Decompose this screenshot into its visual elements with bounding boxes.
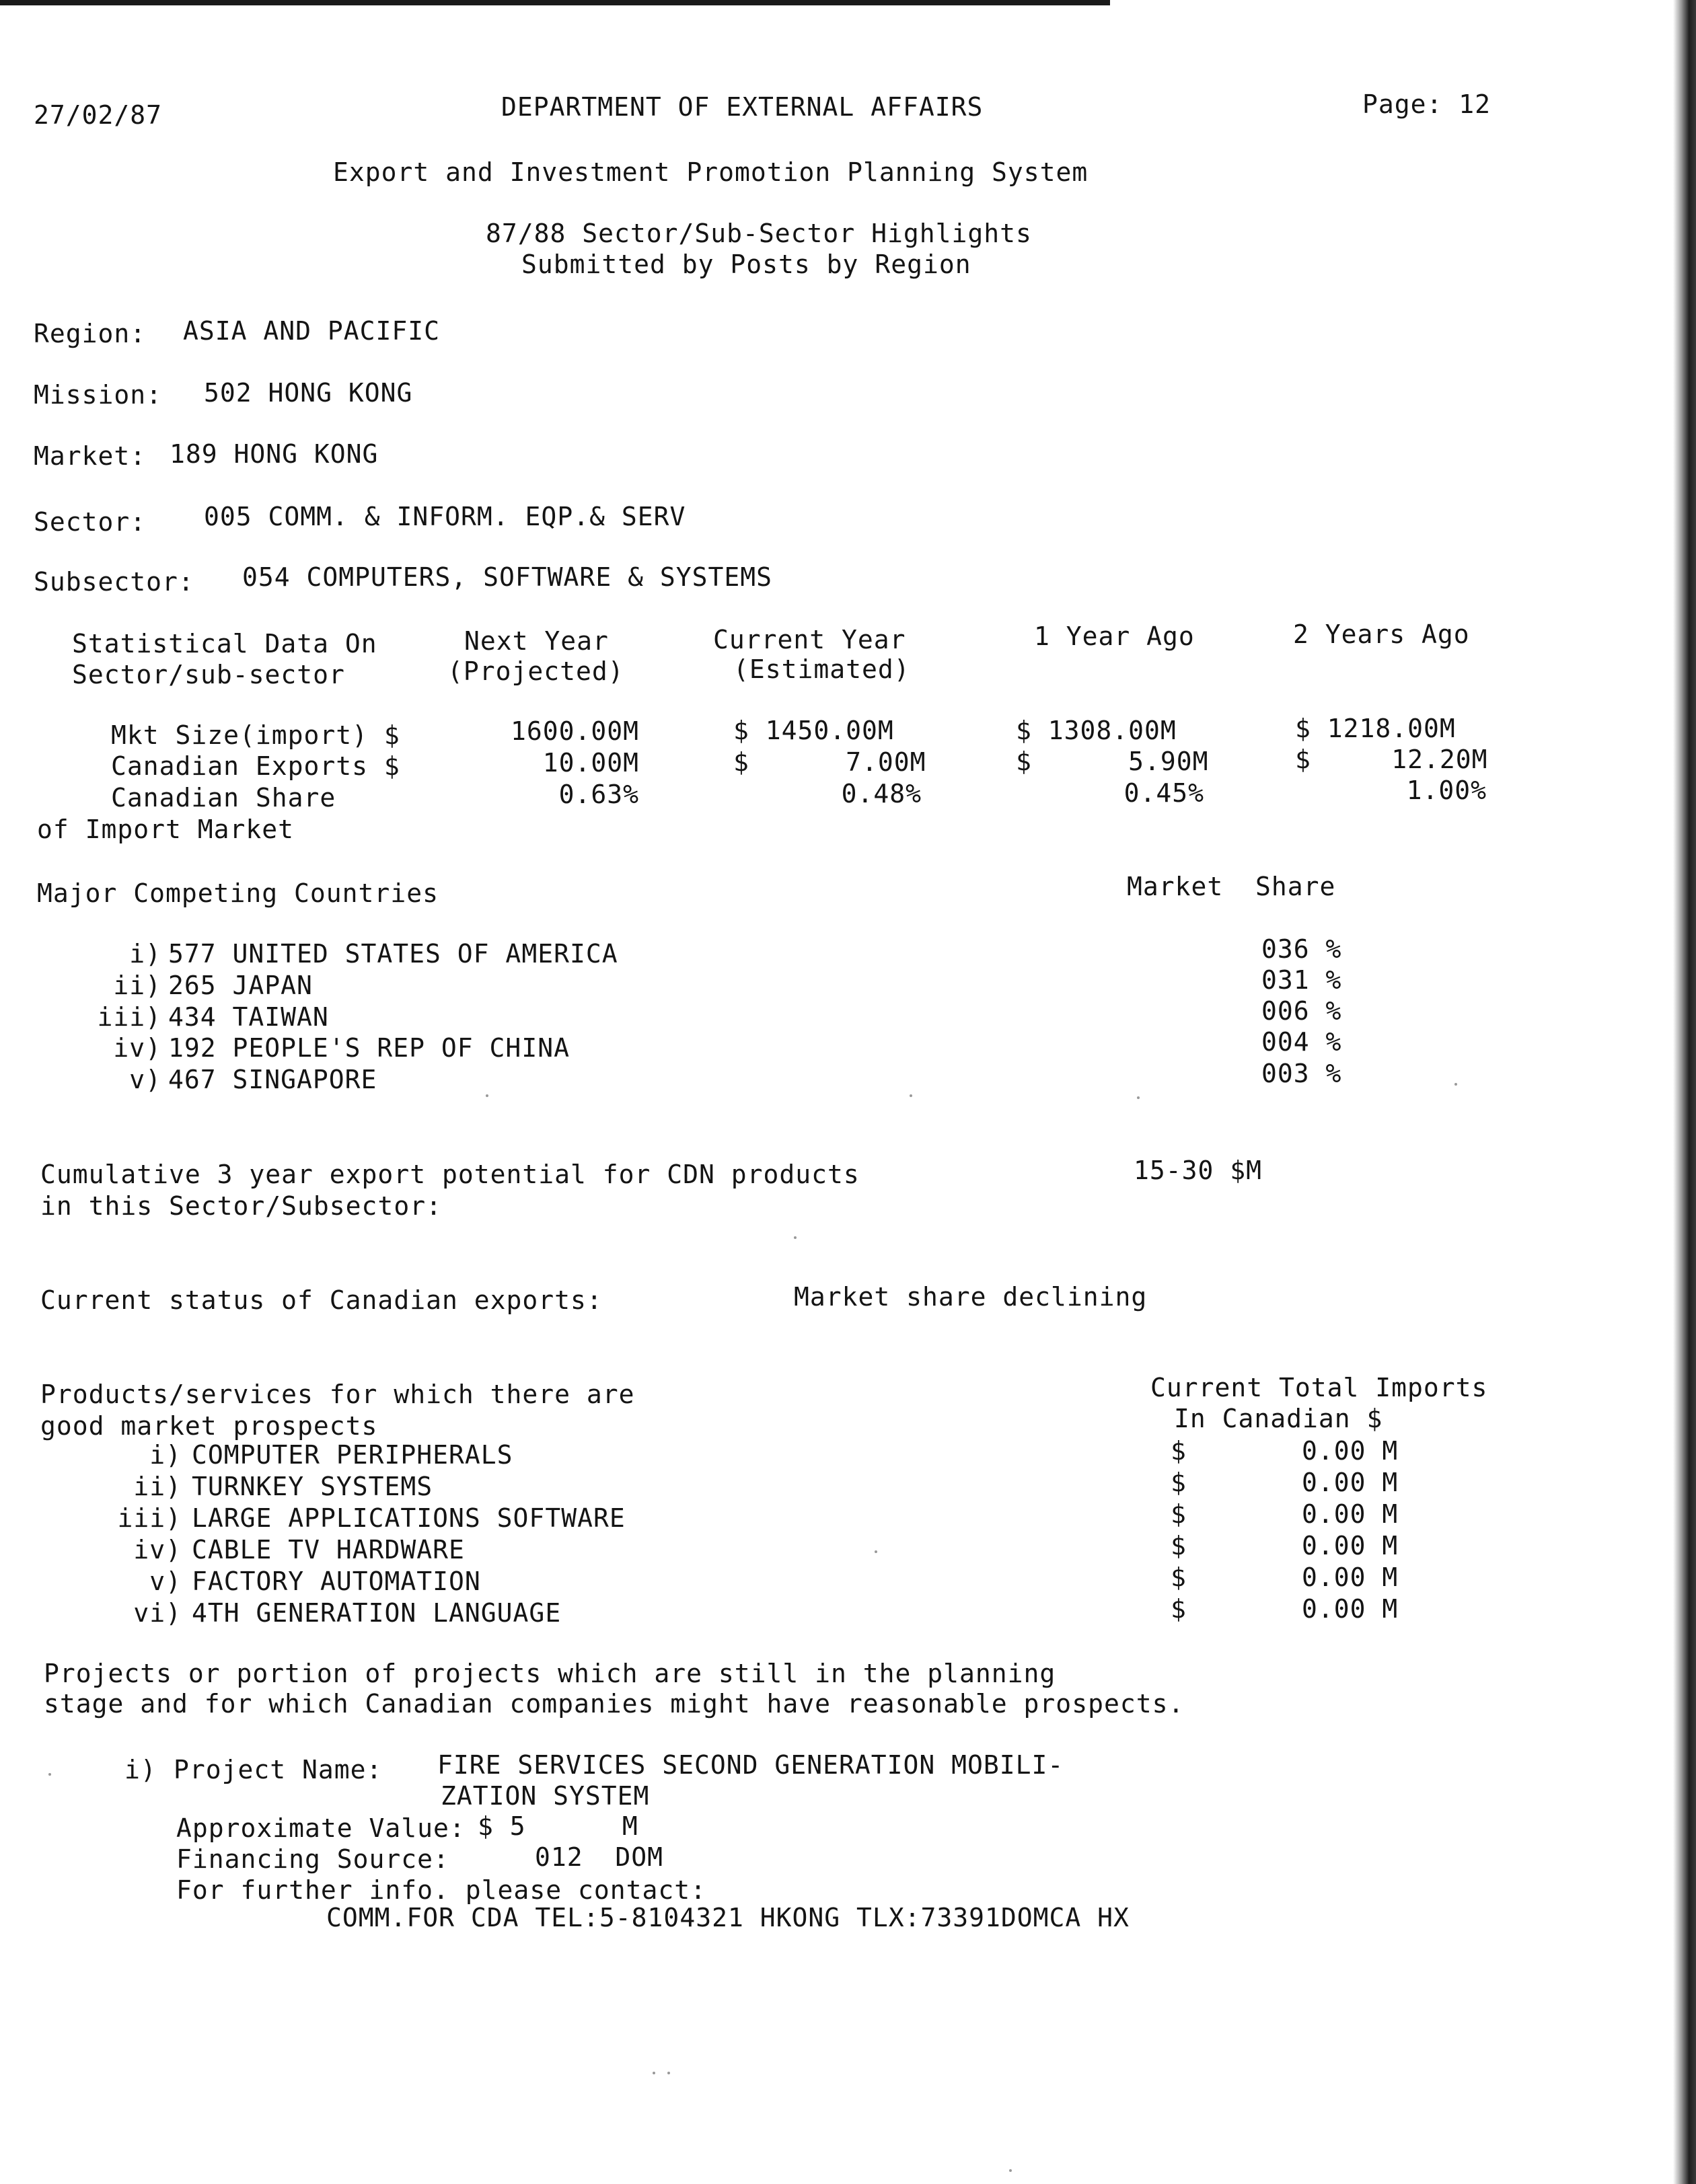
competitor-country: 467 SINGAPORE: [168, 1065, 377, 1094]
product-name: COMPUTER PERIPHERALS: [192, 1440, 513, 1470]
col-current-year: Current Year: [713, 625, 906, 654]
row-label-mkt-size: Mkt Size(import) $: [111, 720, 400, 750]
competitor-share: 036 %: [1261, 934, 1342, 964]
exports-current-year: $ 7.00M: [733, 747, 926, 777]
product-name: TURNKEY SYSTEMS: [192, 1472, 433, 1501]
mkt-size-1-year-ago: $ 1308.00M: [1016, 716, 1177, 745]
export-status-label: Current status of Canadian exports:: [40, 1285, 603, 1315]
product-currency: $: [1171, 1531, 1187, 1560]
scan-speck: [1137, 1096, 1140, 1099]
competitor-num: v): [129, 1065, 161, 1094]
scan-speck: [875, 1550, 877, 1553]
product-name: CABLE TV HARDWARE: [192, 1535, 465, 1565]
financing-source-value: 012 DOM: [535, 1842, 664, 1872]
exports-1-year-ago: $ 5.90M: [1016, 747, 1209, 776]
competitor-share: 003 %: [1261, 1059, 1342, 1088]
scan-speck: [48, 1773, 51, 1776]
scan-speck: [794, 1236, 797, 1239]
sector-value: 005 COMM. & INFORM. EQP.& SERV: [204, 502, 686, 531]
stats-heading-2: Sector/sub-sector: [72, 660, 345, 689]
share-current-year: 0.48%: [841, 779, 922, 808]
product-amount: 0.00 M: [1302, 1436, 1399, 1466]
product-currency: $: [1171, 1562, 1187, 1592]
product-amount: 0.00 M: [1302, 1594, 1399, 1624]
department-name: DEPARTMENT OF EXTERNAL AFFAIRS: [501, 92, 984, 122]
product-num: vi): [133, 1598, 182, 1628]
col-2-years-ago: 2 Years Ago: [1293, 619, 1470, 649]
export-potential-line-2: in this Sector/Subsector:: [40, 1191, 442, 1221]
project-name-line-2: ZATION SYSTEM: [441, 1781, 650, 1811]
scan-speck: [1009, 2169, 1012, 2172]
share-1-year-ago: 0.45%: [1123, 778, 1204, 808]
competitor-country: 192 PEOPLE'S REP OF CHINA: [168, 1033, 570, 1063]
financing-source-label: Financing Source:: [176, 1844, 449, 1874]
imports-header-1: Current Total Imports: [1150, 1373, 1488, 1402]
export-potential-value: 15-30 $M: [1134, 1156, 1263, 1185]
product-amount: 0.00 M: [1302, 1562, 1399, 1592]
market-value: 189 HONG KONG: [170, 439, 379, 469]
market-label: Market:: [34, 441, 147, 471]
scan-speck: [910, 1094, 912, 1097]
product-name: FACTORY AUTOMATION: [192, 1567, 481, 1596]
scan-speck: [1454, 1083, 1457, 1086]
product-amount: 0.00 M: [1302, 1468, 1399, 1497]
contact-details: COMM.FOR CDA TEL:5-8104321 HKONG TLX:73391DOMCA HX: [326, 1903, 1130, 1932]
scan-speck: [486, 1094, 488, 1097]
projects-intro-2: stage and for which Canadian companies might have reasonable prospects.: [44, 1689, 1185, 1719]
mkt-size-2-years-ago: $ 1218.00M: [1295, 714, 1456, 743]
exports-2-years-ago: $ 12.20M: [1295, 745, 1488, 774]
share-next-year: 0.63%: [558, 780, 639, 809]
product-currency: $: [1171, 1436, 1187, 1466]
project-name-label: Project Name:: [174, 1755, 383, 1784]
approx-value-label: Approximate Value:: [176, 1813, 466, 1843]
scan-speck: [667, 2072, 670, 2074]
page-number: Page: 12: [1362, 89, 1491, 119]
imports-header-2: In Canadian $: [1174, 1404, 1383, 1433]
col-current-year-sub: (Estimated): [733, 654, 910, 684]
report-date: 27/02/87: [34, 100, 163, 130]
col-next-year: Next Year: [464, 626, 609, 656]
product-num: ii): [133, 1472, 182, 1501]
competitor-num: i): [129, 939, 161, 969]
region-value: ASIA AND PACIFIC: [183, 316, 441, 346]
competitor-num: ii): [113, 971, 161, 1000]
contact-label: For further info. please contact:: [176, 1875, 706, 1905]
market-share-header: Market Share: [1127, 872, 1336, 901]
product-name: 4TH GENERATION LANGUAGE: [192, 1598, 562, 1628]
project-num: i): [124, 1755, 157, 1784]
product-num: iii): [117, 1503, 182, 1533]
product-amount: 0.00 M: [1302, 1499, 1399, 1529]
competitor-share: 006 %: [1261, 996, 1342, 1026]
stats-heading-1: Statistical Data On: [72, 629, 377, 658]
products-intro-1: Products/services for which there are: [40, 1380, 635, 1409]
import-market-footnote: of Import Market: [37, 815, 295, 844]
product-name: LARGE APPLICATIONS SOFTWARE: [192, 1503, 626, 1533]
scan-top-edge: [0, 0, 1110, 5]
scan-speck: [653, 2072, 655, 2074]
competitor-num: iii): [97, 1002, 161, 1032]
product-num: i): [149, 1440, 182, 1470]
product-amount: 0.00 M: [1302, 1531, 1399, 1560]
system-title: Export and Investment Promotion Planning System: [333, 157, 1089, 187]
subsector-label: Subsector:: [34, 567, 194, 597]
scan-right-edge: [1673, 0, 1696, 2184]
report-subtitle-2: Submitted by Posts by Region: [521, 250, 971, 279]
competitors-title: Major Competing Countries: [37, 878, 439, 908]
subsector-value: 054 COMPUTERS, SOFTWARE & SYSTEMS: [242, 562, 772, 592]
competitor-country: 265 JAPAN: [168, 971, 313, 1000]
product-currency: $: [1171, 1499, 1187, 1529]
sector-label: Sector:: [34, 507, 147, 537]
mkt-size-current-year: $ 1450.00M: [733, 716, 894, 745]
approx-value: $ 5 M: [478, 1811, 638, 1841]
share-2-years-ago: 1.00%: [1406, 776, 1487, 805]
row-label-canadian-share: Canadian Share: [111, 783, 336, 813]
projects-intro-1: Projects or portion of projects which are still in the planning: [44, 1659, 1056, 1688]
competitor-share: 031 %: [1261, 965, 1342, 995]
products-intro-2: good market prospects: [40, 1411, 378, 1441]
row-label-canadian-exports: Canadian Exports $: [111, 751, 400, 781]
product-currency: $: [1171, 1594, 1187, 1624]
exports-next-year: 10.00M: [542, 748, 639, 778]
product-num: iv): [133, 1535, 182, 1565]
competitor-country: 434 TAIWAN: [168, 1002, 329, 1032]
export-status-value: Market share declining: [794, 1282, 1148, 1312]
project-name-line-1: FIRE SERVICES SECOND GENERATION MOBILI-: [437, 1750, 1064, 1780]
product-num: v): [149, 1567, 182, 1596]
export-potential-line-1: Cumulative 3 year export potential for CDN products: [40, 1160, 860, 1189]
competitor-share: 004 %: [1261, 1027, 1342, 1057]
region-label: Region:: [34, 319, 147, 348]
product-currency: $: [1171, 1468, 1187, 1497]
col-next-year-sub: (Projected): [447, 656, 624, 686]
col-1-year-ago: 1 Year Ago: [1034, 622, 1195, 651]
mkt-size-next-year: 1600.00M: [510, 716, 639, 746]
mission-label: Mission:: [34, 380, 163, 410]
competitor-num: iv): [113, 1033, 161, 1063]
report-subtitle-1: 87/88 Sector/Sub-Sector Highlights: [486, 219, 1032, 248]
competitor-country: 577 UNITED STATES OF AMERICA: [168, 939, 618, 969]
mission-value: 502 HONG KONG: [204, 378, 413, 408]
